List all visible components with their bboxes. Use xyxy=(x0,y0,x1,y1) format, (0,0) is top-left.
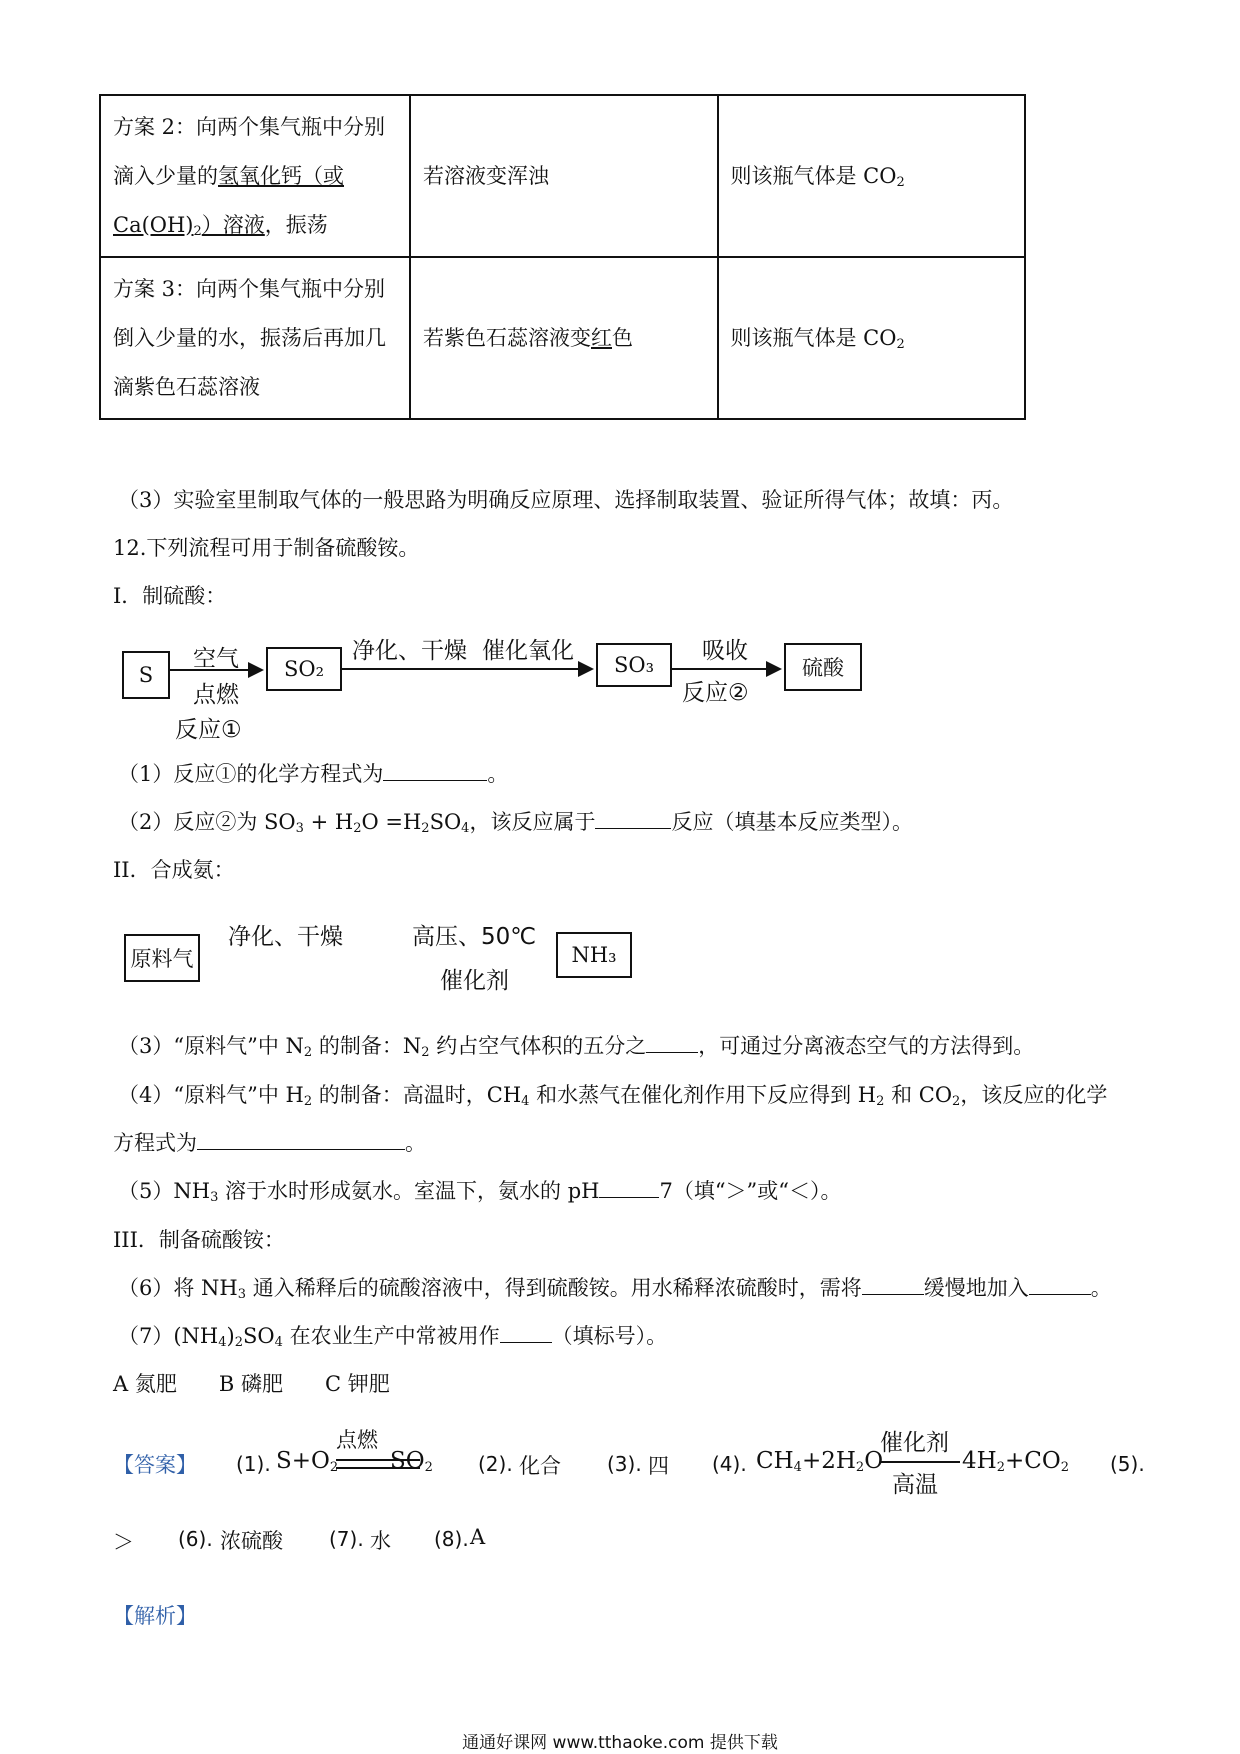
answer-blank xyxy=(599,1179,659,1198)
answer-8-value: A xyxy=(470,1525,486,1549)
subscript: 2 xyxy=(1060,1460,1069,1475)
answer-6-value: 浓硫酸 xyxy=(220,1529,283,1553)
plan-3-text: 方案 3：向两个集气瓶中分别倒入少量的水，振荡后再加几滴紫色石蕊溶液 xyxy=(113,276,386,399)
question-6 xyxy=(118,1272,1112,1302)
q7-text: （7）(NH xyxy=(118,1324,219,1348)
q2-text: （2）反应②为 SO xyxy=(118,810,296,834)
q2-text: ，该反应属于 xyxy=(469,810,596,834)
q3-tail: ，可通过分离液态空气的方法得到。 xyxy=(698,1034,1035,1058)
label-catalytic-oxidation: 催化氧化 xyxy=(482,638,574,664)
subscript: 4 xyxy=(461,821,470,836)
label-purify-dry: 净化、干燥 xyxy=(352,638,467,664)
label-air: 空气 xyxy=(193,646,239,672)
question-1 xyxy=(118,758,508,788)
q3-text: （3）“原料气”中 N xyxy=(118,1034,304,1058)
label-purify-dry-2: 净化、干燥 xyxy=(228,924,343,950)
answer-3-text: （3）实验室里制取气体的一般思路为明确反应原理、选择制取装置、验证所得气体；故填：丙。 xyxy=(118,488,1014,512)
answer-5-number: (5). xyxy=(1110,1452,1145,1476)
label-absorb: 吸收 xyxy=(702,638,748,664)
q4-text: 和 CO xyxy=(884,1083,953,1107)
question-5 xyxy=(118,1175,842,1205)
reagent-tail: ）溶液 xyxy=(201,212,265,237)
eq-text: +2H xyxy=(801,1448,856,1474)
q4-tail: 。 xyxy=(405,1131,426,1155)
conclusion-text: 则该瓶气体是 CO xyxy=(730,325,897,350)
q1-text: （1）反应①的化学方程式为 xyxy=(118,762,384,786)
q3-text: 约占空气体积的五分之 xyxy=(429,1034,647,1058)
answer-blank xyxy=(595,810,671,829)
flow-box-acid: 硫酸 xyxy=(784,643,862,691)
q5-text: 溶于水时形成氨水。室温下，氨水的 pH xyxy=(218,1179,600,1203)
answer-8-number: (8). xyxy=(434,1527,469,1551)
eq-text: +CO xyxy=(1004,1448,1061,1474)
subscript: 2 xyxy=(329,1460,339,1475)
eq-text: CH xyxy=(756,1448,794,1474)
subscript: 3 xyxy=(210,1190,219,1205)
q7-tail: （填标号）。 xyxy=(551,1324,668,1348)
equals-line xyxy=(880,1461,960,1463)
answer-4-products xyxy=(962,1448,1069,1474)
subscript: 2 xyxy=(896,336,905,352)
subscript: 4 xyxy=(521,1094,530,1109)
answer-7-value: 水 xyxy=(370,1529,391,1553)
subscript: 2 xyxy=(424,1460,433,1475)
q4-text: ，该反应的化学 xyxy=(960,1083,1108,1107)
question-7-options: A 氮肥 B 磷肥 C 钾肥 xyxy=(113,1372,390,1396)
eq-text: 4H xyxy=(962,1448,997,1474)
section-2-heading: II．合成氨： xyxy=(113,858,235,882)
answer-1-condition: 点燃 xyxy=(336,1428,378,1452)
answer-blank xyxy=(1029,1276,1091,1295)
question-3 xyxy=(118,1030,1034,1060)
q5-tail: 7（填“＞”或“＜）。 xyxy=(659,1179,842,1203)
subscript: 2 xyxy=(896,174,905,190)
label-ignite: 点燃 xyxy=(193,682,239,708)
phenomenon-text: 若紫色石蕊溶液变 xyxy=(423,325,591,350)
eq-product: SO xyxy=(390,1448,425,1474)
subscript: 4 xyxy=(218,1335,227,1350)
answer-blank xyxy=(383,762,487,781)
answer-1-equation xyxy=(276,1448,338,1474)
answer-1-number: (1). xyxy=(236,1452,271,1476)
plan-2-tail: ，振荡 xyxy=(264,212,328,237)
subscript: 2 xyxy=(952,1094,961,1109)
answer-4-number: (4). xyxy=(712,1452,747,1476)
q2-tail: 反应（填基本反应类型）。 xyxy=(671,810,913,834)
phenomenon-text: 若溶液变浑浊 xyxy=(423,163,549,188)
q4-text: 和水蒸气在催化剂作用下反应得到 H xyxy=(529,1083,877,1107)
question-2 xyxy=(118,806,913,836)
q5-text: （5）NH xyxy=(118,1179,211,1203)
subscript: 2 xyxy=(193,223,202,239)
q6-text: （6）将 NH xyxy=(118,1276,238,1300)
answer-blank xyxy=(646,1034,698,1053)
analysis-tag: 【解析】 xyxy=(113,1604,197,1628)
flow-box-so3: SO₃ xyxy=(596,643,672,687)
answer-7-number: (7). xyxy=(329,1527,364,1551)
question-4 xyxy=(118,1079,1107,1109)
subscript: 2 xyxy=(234,1335,244,1350)
q4-text: 方程式为 xyxy=(113,1131,197,1155)
answer-1-product xyxy=(390,1448,433,1474)
answer-blank xyxy=(500,1324,552,1343)
flow-box-nh3: NH₃ xyxy=(556,932,632,978)
label-catalyst: 催化剂 xyxy=(440,968,509,994)
plan-2-text: 方案 2：向两个集气瓶中分别滴入少量的 xyxy=(113,114,386,188)
subscript: 2 xyxy=(421,821,430,836)
question-7 xyxy=(118,1320,667,1350)
answer-6-number: (6). xyxy=(178,1527,213,1551)
question-4-cont xyxy=(113,1127,426,1157)
q7-text: ) xyxy=(226,1324,235,1348)
subscript: 2 xyxy=(855,1460,865,1475)
subscript: 4 xyxy=(793,1460,802,1475)
answer-4-condition-bottom: 高温 xyxy=(892,1472,938,1498)
conclusion-text: 则该瓶气体是 CO xyxy=(730,163,897,188)
eq-reactant: S+O xyxy=(276,1448,330,1474)
subscript: 2 xyxy=(996,1460,1005,1475)
q7-text: SO xyxy=(243,1324,275,1348)
q2-text: SO xyxy=(429,810,462,834)
answer-3-number: (3). xyxy=(607,1452,642,1476)
eq-text: O xyxy=(864,1448,884,1474)
answer-5-value: ＞ xyxy=(113,1530,134,1554)
q3-text: 的制备：N xyxy=(312,1034,422,1058)
answer-blank xyxy=(197,1131,405,1150)
section-1-heading: I．制硫酸： xyxy=(113,584,227,608)
answer-4-reactants xyxy=(756,1448,883,1474)
q6-text: 缓慢地加入 xyxy=(923,1276,1029,1300)
section-3-heading: III．制备硫酸铵： xyxy=(113,1228,285,1252)
q2-text: + H xyxy=(303,810,354,834)
subscript: 2 xyxy=(303,1045,313,1060)
label-reaction-1: 反应① xyxy=(175,717,242,743)
page-footer: 通通好课网 www.tthaoke.com 提供下载 xyxy=(462,1733,778,1753)
flow-box-feed-gas: 原料气 xyxy=(124,934,200,982)
label-conditions: 高压、50℃ xyxy=(412,924,537,950)
subscript: 2 xyxy=(876,1094,885,1109)
q2-text: O =H xyxy=(361,810,422,834)
q1-tail: 。 xyxy=(487,762,509,786)
answer-2-value: 化合 xyxy=(519,1454,561,1478)
subscript: 2 xyxy=(303,1094,313,1109)
subscript: 2 xyxy=(421,1045,430,1060)
answer-3-value: 四 xyxy=(648,1454,669,1478)
subscript: 4 xyxy=(274,1335,283,1350)
flow-arrows xyxy=(0,0,1240,760)
subscript: 2 xyxy=(353,821,362,836)
phenomenon-tail: 色 xyxy=(612,325,633,350)
answer-2-number: (2). xyxy=(478,1452,513,1476)
answer-4-condition-top: 催化剂 xyxy=(880,1430,949,1456)
reagent-text: 氢氧化钙（或Ca(OH) xyxy=(113,163,344,237)
flow-box-s: S xyxy=(122,651,170,699)
q4-text: 的制备：高温时，CH xyxy=(312,1083,522,1107)
color-answer: 红 xyxy=(591,325,612,350)
q6-tail: 。 xyxy=(1090,1276,1112,1300)
subscript: 3 xyxy=(295,821,304,836)
label-reaction-2: 反应② xyxy=(682,680,749,706)
flow-box-so2: SO₂ xyxy=(266,647,342,691)
q6-text: 通入稀释后的硫酸溶液中，得到硫酸铵。用水稀释浓硫酸时，需将 xyxy=(246,1276,862,1300)
answer-tag: 【答案】 xyxy=(113,1453,197,1477)
q7-text: 在农业生产中常被用作 xyxy=(282,1324,500,1348)
q4-text: （4）“原料气”中 H xyxy=(118,1083,304,1107)
question-12-title: 12.下列流程可用于制备硫酸铵。 xyxy=(113,536,420,560)
answer-blank xyxy=(862,1276,924,1295)
subscript: 3 xyxy=(237,1287,247,1302)
